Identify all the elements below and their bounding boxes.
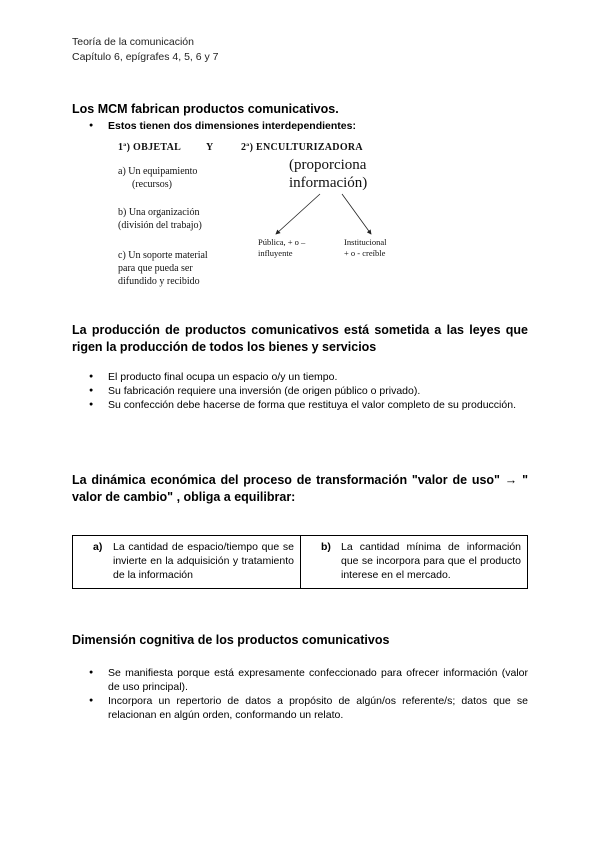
institucional-line1: Institucional — [344, 237, 387, 247]
section4-bullets — [72, 666, 528, 722]
section1-bullet: ● Estos tienen dos dimensiones interdependientes: — [72, 119, 528, 133]
section1-title: Los MCM fabrican productos comunicativos. — [72, 102, 339, 116]
enculturizadora-header: 2ª) ENCULTURIZADORA — [241, 142, 363, 153]
item-c-line1: c) Un soporte material — [118, 250, 208, 261]
item-a-line1: a) Un equipamiento — [118, 166, 198, 177]
section2-title: La producción de productos comunicativos está sometida a las leyes que rigen la producción de todos los bienes y servicios — [72, 323, 528, 354]
list-item: ● Su confección debe hacerse de forma que restituya el valor completo de su producción. — [72, 398, 528, 412]
list-item: ● El producto final ocupa un espacio o/y un tiempo. — [72, 370, 528, 384]
y-connector: Y — [206, 142, 214, 153]
cell-a-label: a) — [93, 541, 103, 553]
item-c-line2: para que pueda ser — [118, 263, 193, 274]
right-branch-arrow — [342, 194, 371, 234]
course-title: Teoría de la comunicación — [72, 36, 194, 48]
chapter-subtitle: Capítulo 6, epígrafes 4, 5, 6 y 7 — [72, 51, 219, 63]
list-item: ● Su fabricación requiere una inversión (de origen público o privado). — [72, 384, 528, 398]
item-b-line2: (división del trabajo) — [118, 220, 202, 231]
balance-table — [72, 535, 528, 589]
item-a-line2: (recursos) — [132, 179, 172, 190]
list-item: ● Se manifiesta porque está expresamente confeccionado para ofrecer información (valor de uso principal). — [72, 666, 528, 694]
table-cell-b — [300, 536, 527, 588]
center-line2: información) — [289, 175, 368, 191]
publica-line1: Pública, + o – — [258, 237, 306, 247]
list-item: ● Incorpora un repertorio de datos a propósito de algún/os referente/s; datos que se relacionan en algún orden, conformando un relato. — [72, 694, 528, 722]
publica-line2: influyente — [258, 248, 293, 258]
item-c-line3: difundido y recibido — [118, 276, 200, 287]
institucional-branch — [344, 237, 387, 259]
publica-branch — [258, 237, 305, 259]
section4-title: Dimensión cognitiva de los productos comunicativos — [72, 633, 390, 647]
institucional-line2: + o - creíble — [344, 248, 386, 258]
objetal-header: 1ª) OBJETAL — [118, 142, 182, 153]
center-line1: (proporciona — [289, 157, 367, 173]
cell-a-text: La cantidad de espacio/tiempo que se invierte en la adquisición y tratamiento de la información — [113, 541, 294, 581]
item-b-line1: b) Una organización — [118, 207, 200, 218]
cell-b-text: La cantidad mínima de información que se incorpora para que el producto interese en el mercado. — [341, 541, 521, 581]
section2-bullets — [72, 370, 528, 412]
left-branch-arrow — [276, 194, 320, 234]
section3-title: La dinámica económica del proceso de transformación "valor de uso" → " valor de cambio" , obliga a equilibrar: — [72, 473, 528, 504]
cell-b-label: b) — [321, 541, 331, 553]
table-cell-a — [73, 536, 300, 588]
